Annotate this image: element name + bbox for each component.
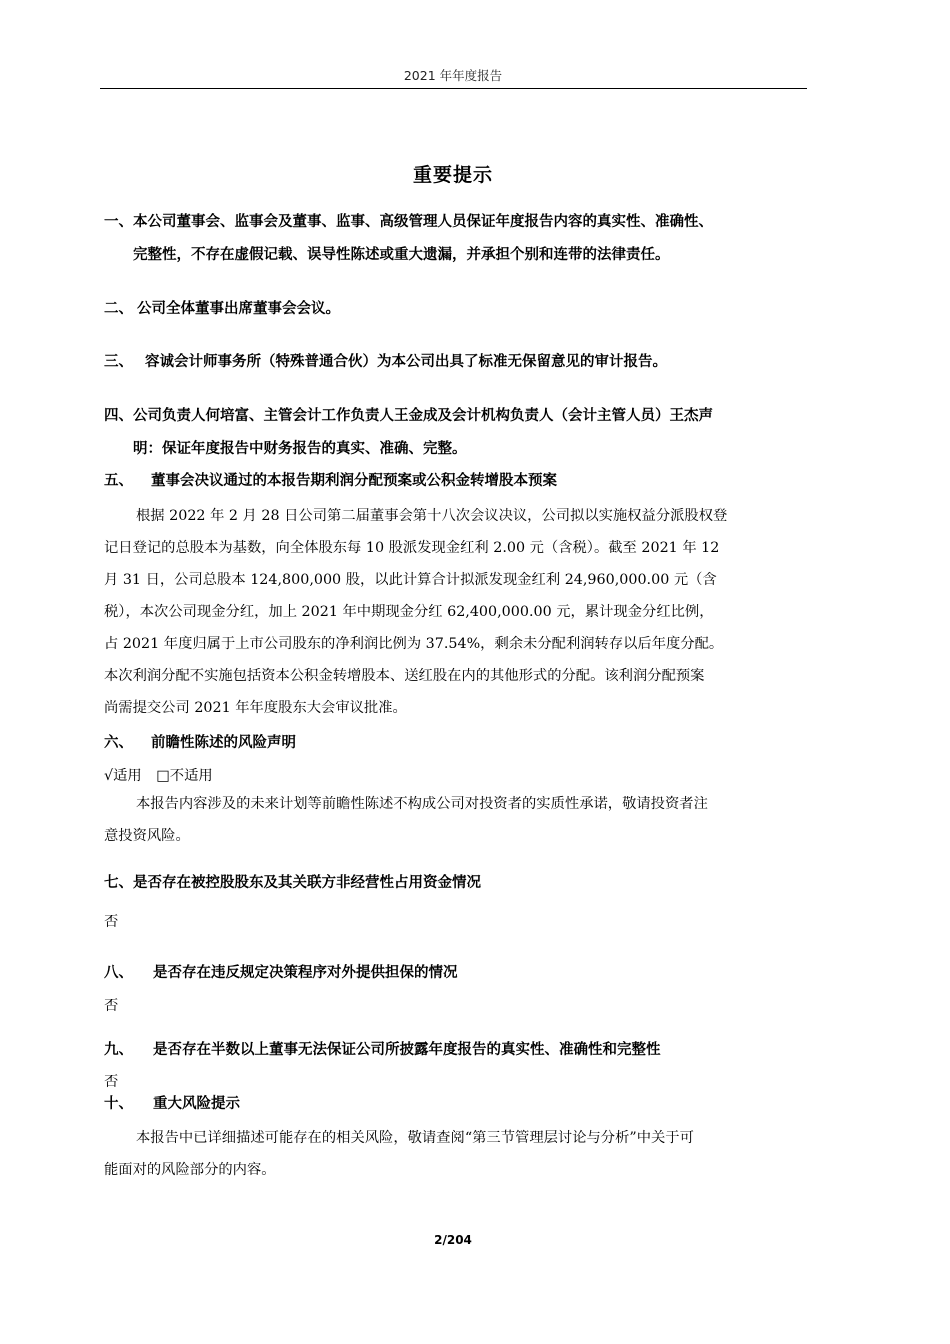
section-8-heading — [104, 963, 814, 983]
section-6-heading — [104, 733, 814, 753]
section-5-para-line: 税），本次公司现金分红，加上 2021 年中期现金分红 62,400,000.00 元，累计现金分红比例， — [104, 604, 714, 620]
section-9-heading — [104, 1040, 814, 1060]
section-10-number: 十、 — [104, 1096, 133, 1112]
section-5-para-line: 占 2021 年度归属于上市公司股东的净利润比例为 37.54%，剩余未分配利润转存以后年度分配。 — [104, 636, 724, 652]
section-2-number: 二、 — [104, 301, 133, 317]
section-4-line1: 公司负责人何培富、主管会计工作负责人王金成及会计机构负责人（会计主管人员）王杰声 — [133, 408, 713, 424]
section-6-para-line: 本报告内容涉及的未来计划等前瞻性陈述不构成公司对投资者的实质性承诺，敬请投资者注 — [136, 796, 708, 812]
section-5-para-line: 本次利润分配不实施包括资本公积金转增股本、送红股在内的其他形式的分配。该利润分配预案 — [104, 668, 705, 684]
page-title: 重要提示 — [412, 164, 493, 186]
section-10-para-line: 本报告中已详细描述可能存在的相关风险，敬请查阅“第三节管理层讨论与分析”中关于可 — [136, 1130, 694, 1146]
section-3-heading — [104, 352, 814, 372]
section-3-number: 三、 — [104, 354, 133, 370]
section-6-number: 六、 — [104, 735, 133, 751]
section-5-heading — [104, 471, 814, 491]
section-7-text: 是否存在被控股股东及其关联方非经营性占用资金情况 — [133, 875, 481, 891]
running-header: 2021 年年度报告 — [403, 68, 503, 83]
section-4-number: 四、 — [104, 408, 133, 424]
section-5-para-line: 月 31 日，公司总股本 124,800,000 股，以此计算合计拟派发现金红利 24,960,000.00 元（含 — [104, 572, 717, 588]
section-4-heading — [104, 406, 814, 426]
section-6-text: 前瞻性陈述的风险声明 — [151, 735, 296, 751]
section-9-text: 是否存在半数以上董事无法保证公司所披露年度报告的真实性、准确性和完整性 — [153, 1042, 661, 1058]
section-5-number: 五、 — [104, 473, 133, 489]
section-7-answer: 否 — [104, 914, 119, 930]
section-6-body — [104, 788, 810, 852]
section-3-text: 容诚会计师事务所（特殊普通合伙）为本公司出具了标准无保留意见的审计报告。 — [145, 354, 667, 370]
section-2-heading — [104, 299, 814, 319]
section-7-number: 七、 — [104, 875, 133, 891]
section-5-para-line: 尚需提交公司 2021 年年度股东大会审议批准。 — [104, 700, 407, 716]
section-9-number: 九、 — [104, 1042, 133, 1058]
section-5-para-line: 记日登记的总股本为基数，向全体股东每 10 股派发现金红利 2.00 元（含税）。截至 2021 年 12 — [104, 540, 720, 556]
page-number: 2/204 — [434, 1233, 472, 1247]
section-6-para-line: 意投资风险。 — [104, 828, 190, 844]
section-2-text: 公司全体董事出席董事会会议。 — [137, 301, 340, 317]
not-applicable-checkbox-label: □不适用 — [156, 768, 213, 784]
section-1-line1: 本公司董事会、监事会及董事、监事、高级管理人员保证年度报告内容的真实性、准确性、 — [133, 214, 713, 230]
section-5-para-line: 根据 2022 年 2 月 28 日公司第二届董事会第十八次会议决议，公司拟以实施权益分派股权登 — [136, 508, 728, 524]
section-10-text: 重大风险提示 — [153, 1096, 240, 1112]
section-8-text: 是否存在违反规定决策程序对外提供担保的情况 — [153, 965, 458, 981]
applicability-options — [104, 765, 213, 785]
section-1-heading — [104, 212, 814, 232]
section-5-text: 董事会决议通过的本报告期利润分配预案或公积金转增股本预案 — [151, 473, 557, 489]
section-8-number: 八、 — [104, 965, 133, 981]
section-9-answer: 否 — [104, 1074, 119, 1090]
section-10-body — [104, 1122, 810, 1186]
section-8-answer: 否 — [104, 998, 119, 1014]
section-10-heading — [104, 1094, 814, 1114]
section-5-body — [104, 500, 810, 724]
section-10-para-line: 能面对的风险部分的内容。 — [104, 1162, 276, 1178]
section-4-line2: 明：保证年度报告中财务报告的真实、准确、完整。 — [133, 441, 467, 457]
applicable-checkbox-label: √适用 — [104, 768, 142, 784]
section-1-line2: 完整性，不存在虚假记载、误导性陈述或重大遗漏，并承担个别和连带的法律责任。 — [133, 247, 670, 263]
section-7-heading — [104, 873, 814, 893]
header-divider — [100, 88, 807, 89]
section-1-number: 一、 — [104, 214, 133, 230]
